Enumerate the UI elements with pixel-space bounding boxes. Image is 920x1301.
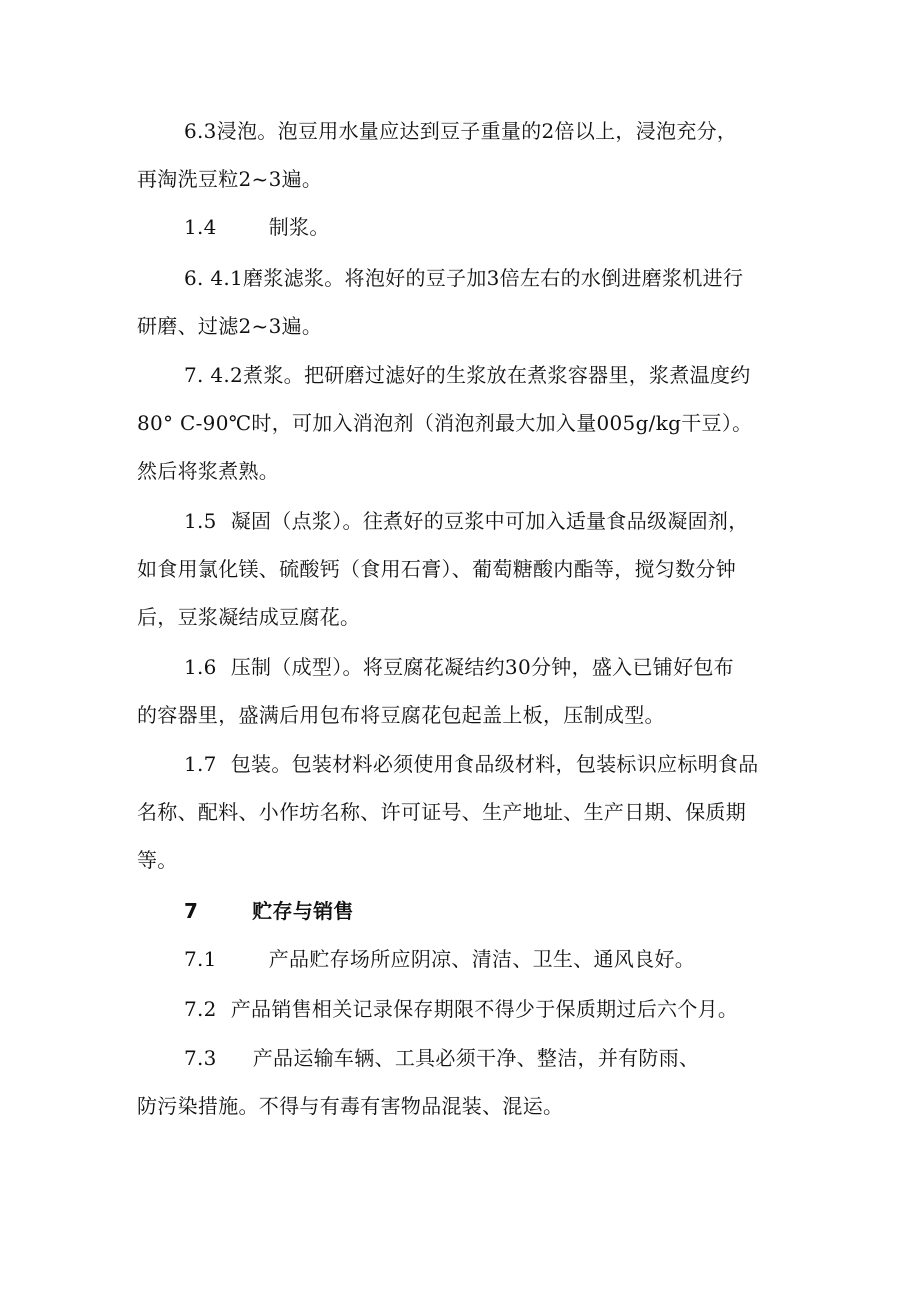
para-6-3-line-1: 6.3浸泡。泡豆用水量应达到豆子重量的2倍以上，浸泡充分，: [184, 119, 738, 143]
para-1-6-line-1: [184, 653, 734, 681]
para-1-6-number: 1.6: [184, 655, 217, 679]
para-6-4-1-line-2: 研磨、过滤2~3遍。: [137, 314, 323, 338]
para-1-7-line-3: 等。: [137, 848, 178, 872]
para-1-6-line-2: 的容器里，盛满后用包布将豆腐花包起盖上板，压制成型。: [137, 703, 665, 727]
para-7-1: [184, 945, 695, 973]
para-7-3-line-2: 防污染措施。不得与有毒有害物品混装、混运。: [137, 1094, 564, 1118]
para-7-3-text: 产品运输车辆、工具必须干净、整洁，并有防雨、: [252, 1046, 700, 1070]
para-1-7-line-2: 名称、配料、小作坊名称、许可证号、生产地址、生产日期、保质期: [137, 800, 746, 824]
para-1-5-line-3: 后，豆浆凝结成豆腐花。: [137, 605, 361, 629]
para-7-2: [184, 995, 738, 1023]
para-1-4-number: 1.4: [184, 215, 217, 239]
section-7-title: 贮存与销售: [252, 899, 354, 923]
para-7-3-line-1: [184, 1044, 699, 1072]
para-7-4-2-line-1: 7. 4.2煮浆。把研磨过滤好的生浆放在煮浆容器里，浆煮温度约: [184, 363, 751, 387]
para-1-4: [184, 213, 330, 241]
para-7-1-text: 产品贮存场所应阴凉、清洁、卫生、通风良好。: [268, 947, 696, 971]
para-6-3-line-2: 再淘洗豆粒2~3遍。: [137, 167, 323, 191]
para-7-2-text: 产品销售相关记录保存期限不得少于保质期过后六个月。: [230, 997, 739, 1021]
para-7-2-number: 7.2: [184, 997, 217, 1021]
para-6-4-1-line-1: 6. 4.1磨浆滤浆。将泡好的豆子加3倍左右的水倒进磨浆机进行: [184, 266, 744, 290]
para-7-3-number: 7.3: [184, 1046, 217, 1070]
para-1-5-number: 1.5: [184, 509, 217, 533]
para-1-5-line-1: [184, 507, 749, 535]
para-1-6-text: 压制（成型）。将豆腐花凝结约30分钟，盛入已铺好包布: [230, 655, 734, 679]
para-1-7-line-1: [184, 750, 759, 778]
section-7-heading: [184, 897, 354, 925]
para-1-5-line-2: 如食用氯化镁、硫酸钙（食用石膏）、葡萄糖酸内酯等，搅匀数分钟: [137, 557, 736, 581]
para-7-4-2-line-2: 80° C-90℃时，可加入消泡剂（消泡剂最大加入量005g/kg干豆）。: [137, 411, 753, 435]
para-1-5-text: 凝固（点浆）。往煮好的豆浆中可加入适量食品级凝固剂，: [230, 509, 749, 533]
para-1-4-text: 制浆。: [268, 215, 330, 239]
para-1-7-text: 包装。包装材料必须使用食品级材料，包装标识应标明食品: [230, 752, 759, 776]
para-1-7-number: 1.7: [184, 752, 217, 776]
section-7-number: 7: [184, 899, 199, 923]
para-7-4-2-line-3: 然后将浆煮熟。: [137, 459, 280, 483]
para-7-1-number: 7.1: [184, 947, 217, 971]
